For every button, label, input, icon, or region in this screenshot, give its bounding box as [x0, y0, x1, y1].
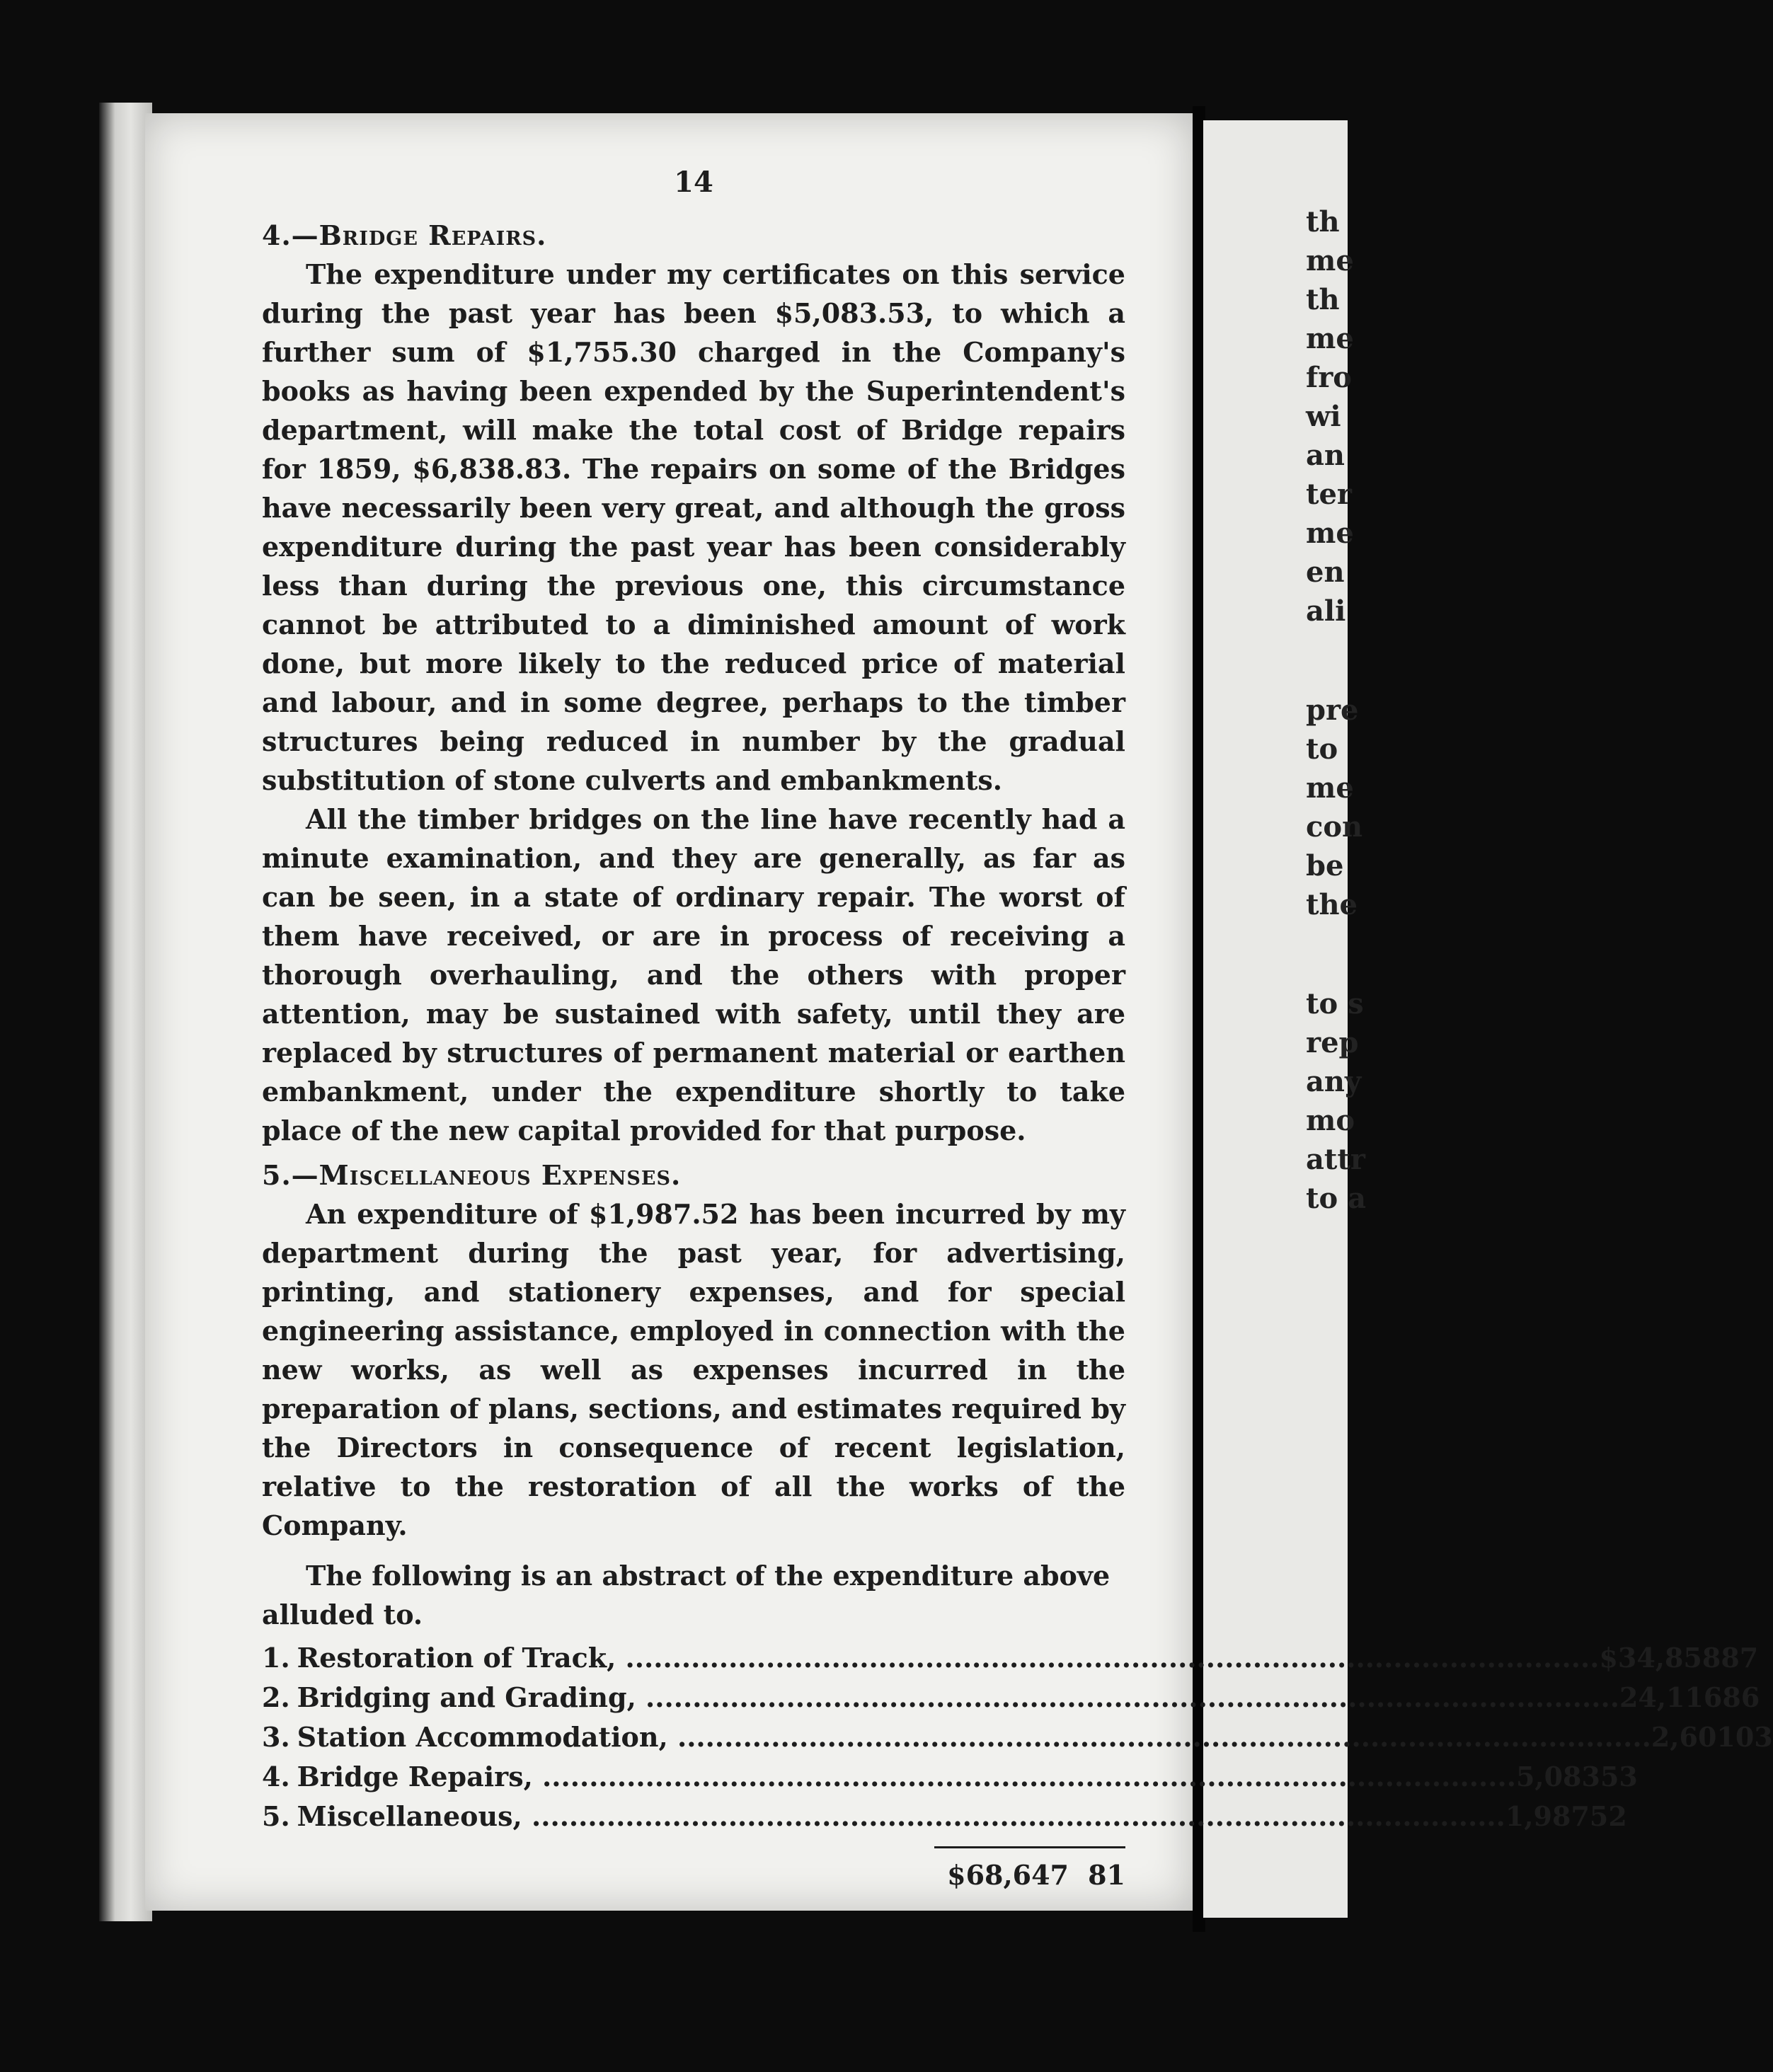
- item-number: 3.: [262, 1721, 290, 1753]
- item-dollars: $34,858: [1599, 1642, 1721, 1674]
- adjacent-page-fragment: to a: [1306, 1182, 1366, 1215]
- total-dollars: $68,647: [947, 1859, 1069, 1891]
- item-number: 2.: [262, 1681, 290, 1713]
- adjacent-page-fragment: pre: [1306, 693, 1359, 727]
- adjacent-page-fragment: me: [1306, 771, 1354, 805]
- item-cents: 87: [1721, 1642, 1759, 1674]
- adjacent-page-fragment: the: [1306, 888, 1358, 921]
- ledger-row: [262, 1678, 1760, 1717]
- item-label: Station Accommodation, .....: [297, 1717, 1651, 1756]
- item-cents: 53: [1600, 1761, 1638, 1792]
- adjacent-page-fragment: be: [1306, 849, 1344, 882]
- ledger-row: [262, 1757, 1638, 1797]
- ledger-row: [262, 1638, 1759, 1678]
- ledger-row: [262, 1797, 1627, 1836]
- adjacent-page-fragment: en: [1306, 556, 1345, 589]
- adjacent-page-fragment: to s: [1306, 987, 1364, 1020]
- section-heading-miscellaneous: 5.—Miscellaneous Expenses.: [262, 1159, 682, 1191]
- item-number: 4.: [262, 1761, 290, 1792]
- adjacent-page-fragment: to: [1306, 732, 1338, 766]
- adjacent-page-fragment: mo: [1306, 1104, 1355, 1137]
- paragraph-timber-bridges: All the timber bridges on the line have recently had a minute examination, and they are generally, as far as can be seen, in a state of ordinary repair. The worst of them have received, or are in process of receiving a thorough overhauling, and the others with proper attention, may be sustained with safety, until they are replaced by structures of permanent material or earthen embankment, under the expenditure shortly to take place of the new capital provided for that purpose.: [262, 803, 1125, 1146]
- paragraph-bridge-expenditure: The expenditure under my certificates on this service during the past year has been $5,083.53, to which a further sum of $1,755.30 charged in the Company's books as having been expended by the Superintendent's department, will make the total cost of Bridge repairs for 1859, $6,838.83. The repairs on some of the Bridges have necessarily been very great, and although the gross expenditure during the past year has been considerably less than during the previous one, this circumstance cannot be attributed to a diminished amount of work done, but more likely to the reduced price of material and labour, and in some degree, perhaps to the timber structures being reduced in number by the gradual substitution of stone culverts and embankments.: [262, 258, 1125, 796]
- total-rule: [934, 1846, 1125, 1848]
- item-cents: 52: [1589, 1800, 1627, 1832]
- page-number: 14: [674, 166, 713, 199]
- adjacent-page-fragment: attr: [1306, 1143, 1365, 1176]
- adjacent-page-fragment: me: [1306, 244, 1354, 277]
- page-edge: [99, 103, 152, 1921]
- adjacent-page-fragment: me: [1306, 322, 1354, 355]
- adjacent-page-fragment: an: [1306, 439, 1345, 472]
- adjacent-page-fragment: wi: [1306, 400, 1341, 433]
- item-label: Bridging and Grading, .....: [297, 1678, 1619, 1717]
- item-dollars: 5,083: [1515, 1761, 1600, 1792]
- adjacent-page-fragment: th: [1306, 205, 1340, 238]
- adjacent-page-fragment: fro: [1306, 361, 1352, 394]
- ledger-row: [262, 1717, 1773, 1757]
- paragraph-miscellaneous: An expenditure of $1,987.52 has been incurred by my department during the past year, for advertising, printing, and stationery expenses, and for special engineering assistance, employed in connection with the new works, as well as expenses incurred in the preparation of plans, sections, and estimates required by the Directors in consequence of recent legislation, relative to the restoration of all the works of the Company.: [262, 1198, 1125, 1541]
- item-number: 5.: [262, 1800, 290, 1832]
- item-cents: 86: [1722, 1681, 1760, 1713]
- item-label: Restoration of Track, .....: [297, 1638, 1600, 1677]
- ledger-total-row: [262, 1855, 1125, 1895]
- abstract-intro: The following is an abstract of the expenditure above alluded to.: [262, 1560, 1111, 1630]
- adjacent-page-fragment: me: [1306, 517, 1354, 550]
- expenditure-abstract: [262, 1638, 1773, 1836]
- item-dollars: 2,601: [1651, 1721, 1735, 1753]
- item-dollars: 24,116: [1619, 1681, 1723, 1713]
- item-label: Bridge Repairs, .....: [297, 1757, 1516, 1796]
- adjacent-page-fragment: rep: [1306, 1026, 1359, 1059]
- item-cents: 03: [1735, 1721, 1773, 1753]
- section-heading-bridge-repairs: 4.—Bridge Repairs.: [262, 219, 547, 251]
- item-number: 1.: [262, 1642, 290, 1674]
- adjacent-page-fragment: ter: [1306, 478, 1352, 511]
- item-label: Miscellaneous, .....: [297, 1797, 1505, 1836]
- adjacent-page-fragment: th: [1306, 283, 1340, 316]
- adjacent-page-fragment: con: [1306, 810, 1363, 844]
- total-cents: 81: [1088, 1859, 1125, 1891]
- item-dollars: 1,987: [1505, 1800, 1590, 1832]
- adjacent-page-fragment: any: [1306, 1065, 1362, 1098]
- adjacent-page-fragment: ali: [1306, 594, 1346, 628]
